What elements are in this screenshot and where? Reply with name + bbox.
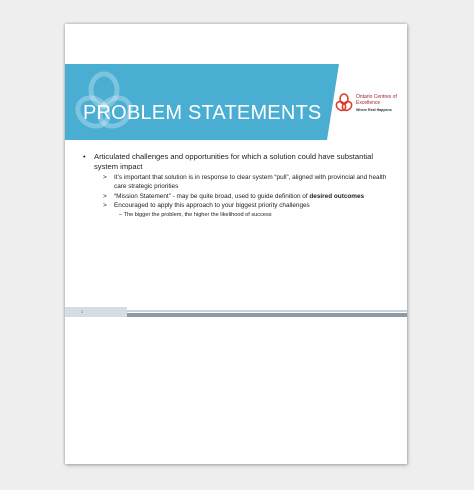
sub-bullet-marker: > [103, 192, 107, 200]
sub-bullet-marker: > [103, 174, 107, 181]
footer-tab [65, 307, 127, 317]
page-number: 1 [81, 309, 84, 314]
sub-bullet-text: Encouraged to apply this approach to your biggest priority challenges [114, 202, 310, 210]
bullet-text: Articulated challenges and opportunities for which a solution could have substantial system impact [94, 152, 374, 171]
sub-bullet-bold-text: desired outcomes [309, 192, 365, 200]
list-item [81, 173, 399, 192]
bullet-list [81, 152, 399, 220]
document-page [65, 24, 407, 464]
title-banner [65, 64, 327, 140]
logo-name: Ontario Centres of Excellence [356, 94, 397, 106]
oce-logo [335, 92, 403, 120]
footer-dark-bar [127, 313, 407, 317]
oce-swirl-logo-icon [335, 92, 353, 114]
sub-bullet-text: It’s important that solution is in response to clear system “pull”, aligned with provincial and health care strategic priorities [114, 174, 387, 191]
logo-tagline: Where Real Happens [356, 108, 392, 112]
list-item [81, 192, 399, 201]
sub-bullet-marker: > [103, 202, 107, 210]
list-item [81, 152, 399, 172]
bullet-marker: • [83, 152, 86, 161]
sub-bullet-text: “Mission Statement” - may be quite broad, used to guide definition of [114, 192, 308, 200]
sub-sub-bullet-text: – The bigger the problem, the higher the likelihood of success [119, 211, 272, 218]
slide-title: PROBLEM STATEMENTS [83, 102, 322, 124]
list-item [81, 201, 399, 210]
list-item [81, 211, 399, 220]
